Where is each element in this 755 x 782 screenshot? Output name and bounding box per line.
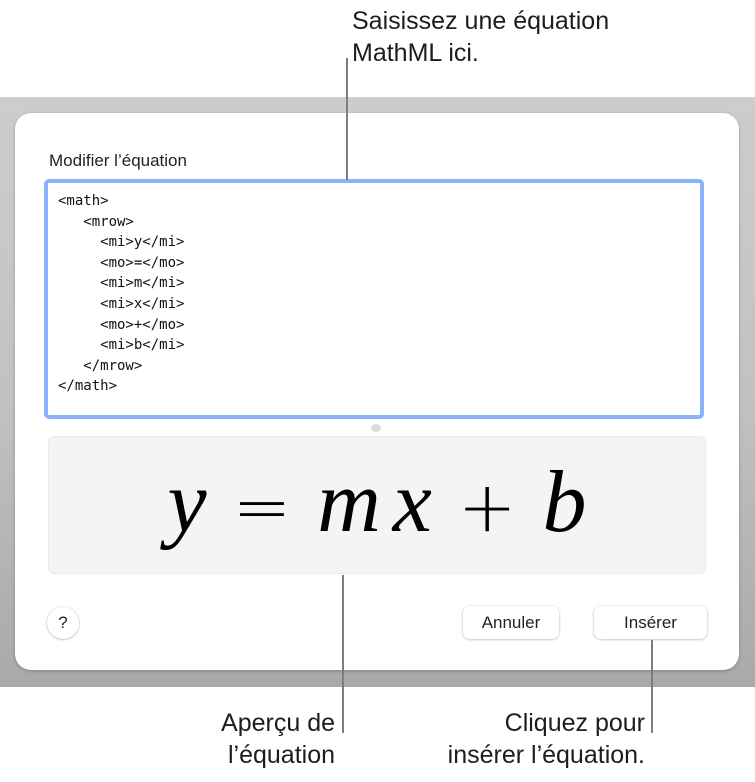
edit-equation-dialog <box>15 113 739 670</box>
callout-insert <box>405 707 645 771</box>
callout-editor <box>352 5 609 69</box>
callout-editor-line1: Saisissez une équation <box>352 7 610 35</box>
callout-insert-line2: insérer l’équation. <box>447 741 645 769</box>
callout-preview-line2: l’équation <box>227 741 335 769</box>
callout-editor-line2: MathML ici. <box>352 39 479 67</box>
callout-insert-line1: Cliquez pour <box>504 709 645 737</box>
help-button[interactable]: ? <box>47 607 79 639</box>
eq-token-plus: + <box>457 465 517 548</box>
mathml-input[interactable] <box>44 179 704 419</box>
equation-preview <box>48 436 706 574</box>
eq-token-b: b <box>542 453 587 551</box>
dialog-title: Modifier l’équation <box>49 151 187 170</box>
leader-line-insert <box>651 640 653 733</box>
insert-button[interactable]: Insérer <box>594 606 707 639</box>
cancel-button[interactable]: Annuler <box>463 606 559 639</box>
leader-line-preview <box>342 575 344 733</box>
eq-token-x: x <box>392 453 432 551</box>
callout-preview-line1: Aperçu de <box>221 709 335 737</box>
eq-token-m: m <box>317 453 381 551</box>
eq-token-equals: = <box>232 465 292 548</box>
eq-token-y: y <box>167 453 207 551</box>
resize-handle[interactable] <box>371 424 381 432</box>
callout-preview <box>185 707 335 771</box>
equation-render <box>168 452 587 553</box>
leader-line-editor <box>346 58 348 180</box>
